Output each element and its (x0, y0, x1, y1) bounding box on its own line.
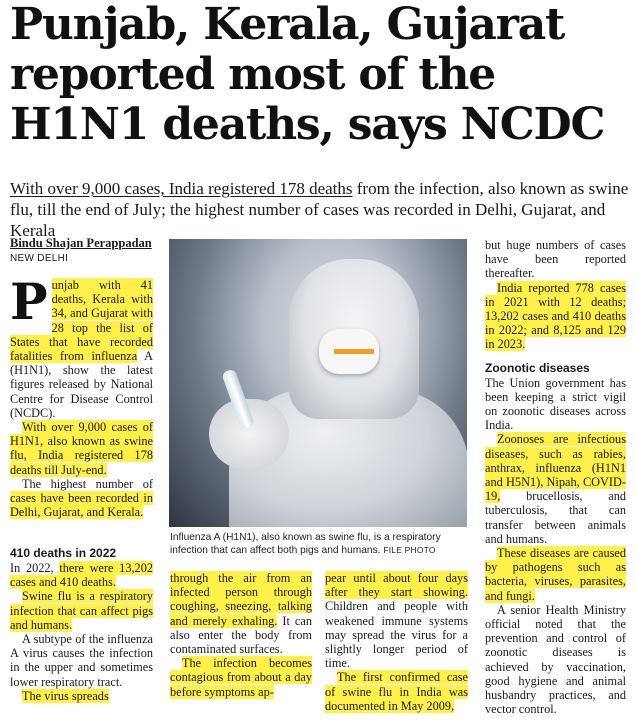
paragraph (10, 689, 153, 703)
highlight: Swine flu is a respiratory infection that can affect pigs and humans. (10, 589, 153, 632)
highlight: cases have been recorded in Delhi, Gujarat, and Kerala. (10, 491, 153, 520)
subhead: Zoonotic diseases (485, 360, 590, 375)
byline[interactable]: Bindu Shajan Perappadan (10, 236, 152, 250)
subhead: 410 deaths in 2022 (10, 546, 117, 560)
headline-line-2: reported most of the (10, 49, 496, 100)
column-2 (170, 571, 312, 699)
highlight: India reported 778 cases in 2021 with 12 deaths; 13,202 cases and 410 deaths in 2022; and 8,125 and 129 in 2023. (485, 280, 626, 352)
paragraph (325, 670, 468, 713)
headline (10, 0, 626, 150)
photo-mask-strap (334, 349, 374, 354)
paragraph: A subtype of the influenza A virus causes the infection in the upper and sometimes lower respiratory tract. (10, 632, 153, 689)
photo-caption (170, 531, 470, 557)
deck (10, 178, 630, 241)
dateline: NEW DELHI (10, 253, 69, 264)
paragraph (170, 571, 312, 656)
highlight: there were 13,202 cases and 410 deaths. (10, 561, 153, 590)
paragraph (485, 281, 626, 352)
highlight: The infection becomes contagious from about a day before symptoms ap- (170, 656, 312, 699)
headline-line-3: H1N1 deaths, says NCDC (10, 99, 605, 150)
highlight: pear until about four days after they start showing. (325, 571, 468, 600)
text: A (H1N1), show the latest figures released by National Centre for Disease Control (NCDC). (10, 349, 153, 420)
text: Children and people with weakened immune systems may spread the virus for a slightly longer period of time. (325, 599, 468, 671)
paragraph (10, 420, 153, 477)
column-4 (485, 238, 626, 717)
paragraph (10, 477, 153, 520)
highlight: With over 9,000 cases of H1N1, also known as swine flu, India registered 178 deaths till July-end. (10, 420, 153, 477)
highlight: The first confirmed case of swine flu in India was documented in May 2009, (325, 670, 468, 713)
article-photo (169, 239, 467, 527)
photo-credit: FILE PHOTO (383, 545, 436, 555)
highlight: The virus spreads (22, 688, 109, 703)
text: In 2022, (10, 561, 60, 575)
column-3 (325, 571, 468, 713)
paragraph: A senior Health Ministry official noted that the prevention and control of zoonotic diseases is achieved by vaccination, good hygiene and animal husbandry practices, and vector control. (485, 602, 626, 717)
paragraph (170, 656, 312, 699)
paragraph (485, 546, 626, 603)
text: The highest number of (22, 476, 153, 491)
text: It can also enter the body from contaminated surfaces. (170, 613, 312, 657)
paragraph: The Union government has been keeping a strict vigil on zoonotic diseases across India. (485, 375, 626, 433)
caption-text: Influenza A (H1N1), also known as swine flu, is a respiratory infection that can affect both pigs and humans. (170, 532, 441, 556)
deck-rest: from the infection, also known as swine flu, till the end of July; the highest number of cases was recorded in Delhi, Gujarat, and Kerala (10, 179, 629, 240)
highlight: These diseases are caused by pathogens such as bacteria, viruses, parasites, and fungi. (485, 546, 626, 603)
highlight: Zoonoses are infectious diseases, such as rabies, anthrax, influenza (H1N1 and H5N1), Nipah, COVID-19, (485, 432, 626, 504)
paragraph (10, 561, 153, 589)
column-1-continued (10, 546, 153, 703)
text: brucellosis, and tuberculosis, that can transfer between animals and humans. (485, 489, 626, 546)
deck-underlined: With over 9,000 cases, India registered 178 deaths (10, 179, 353, 198)
paragraph (485, 432, 626, 546)
drop-cap: P (10, 272, 48, 331)
paragraph (10, 589, 153, 632)
highlight: unjab with 41 deaths, Kerala with 34, and Gujarat with 28 top the list of States that have recorded fatalities from influenza (10, 278, 153, 364)
highlight: through the air from an infected person through coughing, sneezing, talking and merely exhaling. (170, 571, 312, 628)
paragraph: but huge numbers of cases have been reported thereafter. (485, 238, 626, 281)
paragraph (10, 272, 153, 420)
headline-line-1: Punjab, Kerala, Gujarat (10, 0, 565, 50)
column-1 (10, 272, 153, 520)
paragraph (325, 571, 468, 670)
